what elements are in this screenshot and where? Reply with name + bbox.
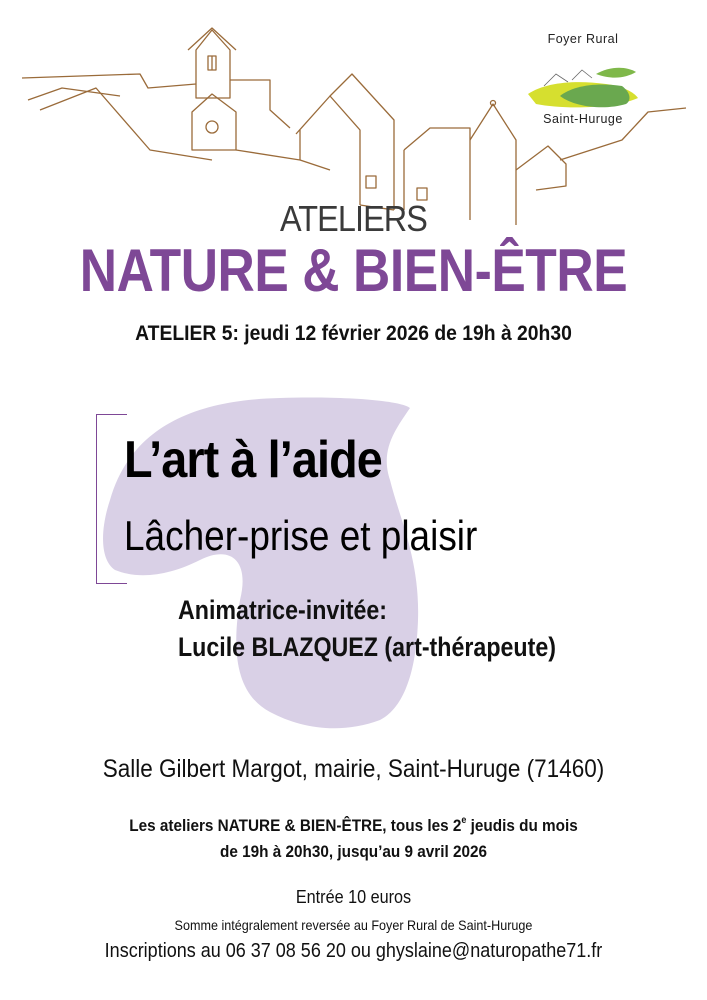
foyer-rural-logo [518, 30, 648, 130]
series-info-line-2: de 19h à 20h30, jusqu’au 9 avril 2026 [219, 842, 488, 861]
series-info-text-b: jeudis du mois [466, 816, 578, 835]
workshop-title: L’art à l’aide [124, 431, 382, 489]
series-info-superscript: e [461, 815, 467, 826]
venue-address: Salle Gilbert Margot, mairie, Saint-Huruge (71460) [102, 755, 605, 783]
guest-name: Lucile BLAZQUEZ (art-thérapeute) [178, 632, 556, 662]
session-date-line: ATELIER 5: jeudi 12 février 2026 de 19h à 20h30 [135, 322, 572, 345]
registration-contact: Inscriptions au 06 37 08 56 20 ou ghyslaine@naturopathe71.fr [104, 940, 603, 962]
donation-note: Somme intégralement reversée au Foyer Rural de Saint-Huruge [174, 917, 533, 933]
guest-label: Animatrice-invitée: [178, 595, 388, 625]
workshop-subtitle: Lâcher-prise et plaisir [124, 512, 478, 559]
landscape-logo-icon [526, 52, 642, 112]
series-info-text-a: Les ateliers NATURE & BIEN-ÊTRE, tous les 2 [129, 816, 462, 835]
ateliers-kicker: ATELIERS [279, 198, 428, 239]
logo-line-2: Saint-Huruge [543, 112, 623, 126]
headline-nature-bien-etre: NATURE & BIEN-ÊTRE [79, 237, 628, 304]
series-info-line-1 [35, 816, 671, 836]
logo-line-1: Foyer Rural [547, 32, 619, 46]
accent-bracket [96, 414, 127, 584]
entry-price: Entrée 10 euros [295, 887, 412, 907]
